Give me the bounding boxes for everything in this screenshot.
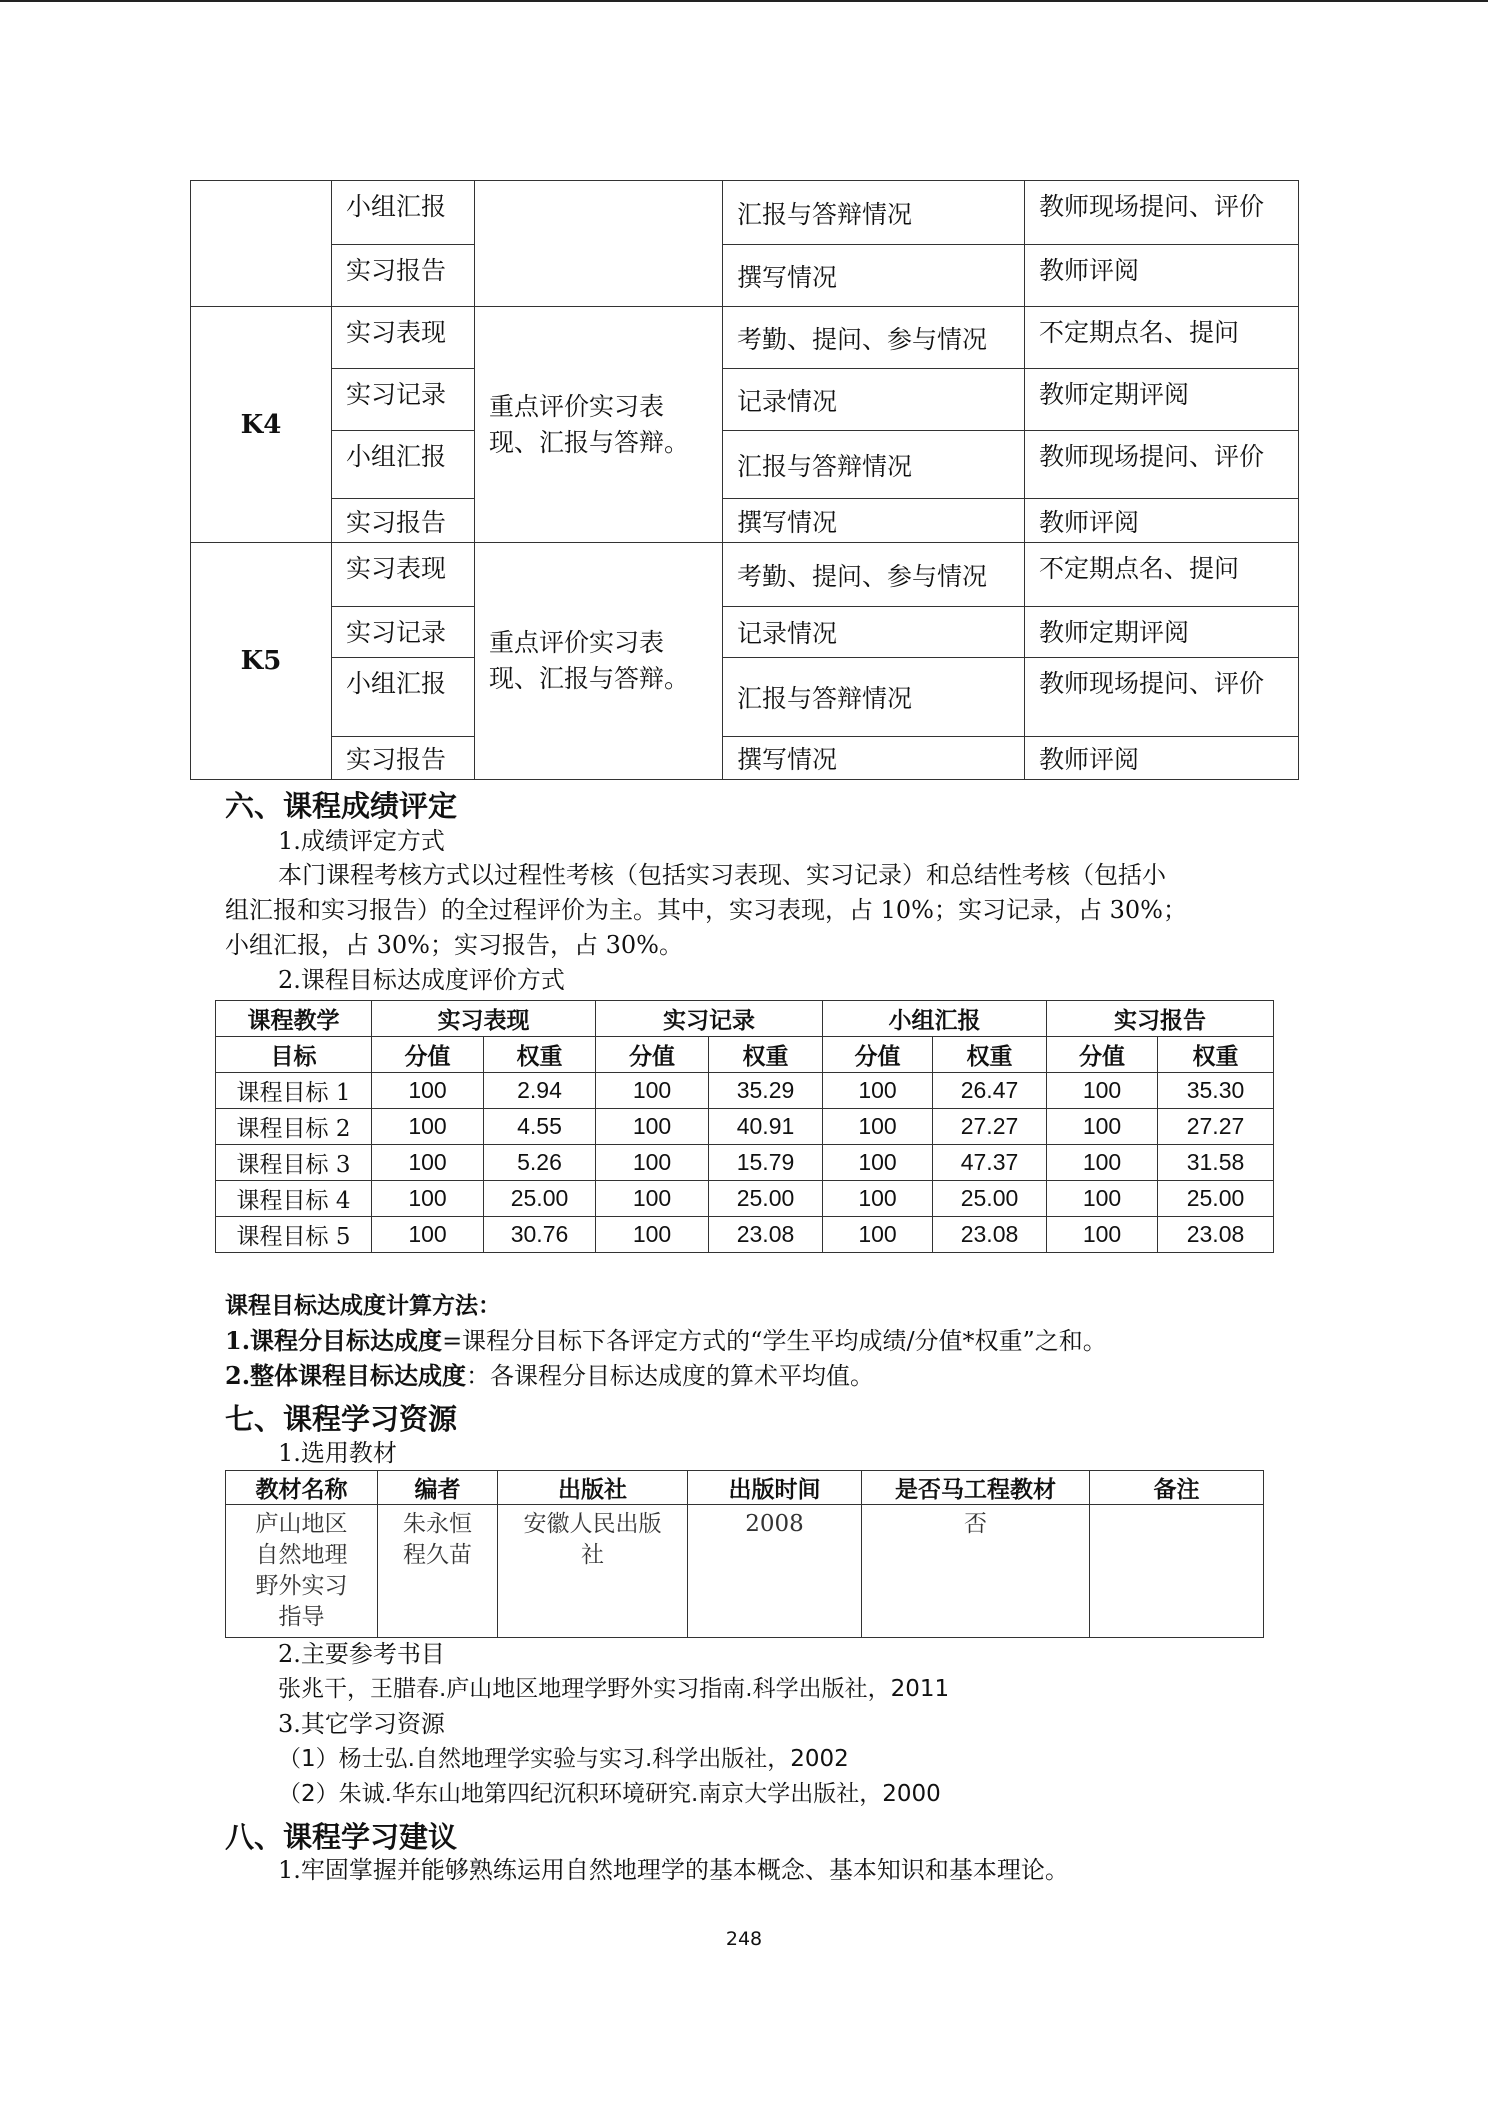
value-cell: 35.30 [1158, 1073, 1274, 1109]
weight-header: 权重 [484, 1037, 596, 1073]
value-cell: 27.27 [933, 1109, 1047, 1145]
goal-cell: 课程目标 5 [216, 1217, 372, 1253]
col-header-name: 教材名称 [226, 1471, 378, 1505]
value-cell: 100 [372, 1073, 484, 1109]
table-row [191, 181, 1299, 245]
reference-book: 张兆干，王腊春.庐山地区地理学野外实习指南.科学出版社，2011 [278, 1676, 950, 1702]
name-line: 自然地理 [255, 1542, 348, 1568]
value-cell: 30.76 [484, 1217, 596, 1253]
textbook-note-cell [1090, 1505, 1264, 1638]
content-cell: 撰写情况 [723, 737, 1025, 780]
value-cell: 40.91 [709, 1109, 823, 1145]
content-cell: 记录情况 [723, 369, 1025, 431]
group-header: 实习报告 [1047, 1001, 1274, 1037]
author-line: 程久苗 [403, 1542, 472, 1568]
group-header: 实习记录 [596, 1001, 823, 1037]
value-cell: 26.47 [933, 1073, 1047, 1109]
item-cell: 实习记录 [332, 607, 475, 658]
textbook-publisher-cell [498, 1505, 688, 1638]
focus-cell: 重点评价实习表现、汇报与答辩。 [475, 307, 723, 543]
calc-line2-rest: ：各课程分目标达成度的算术平均值。 [466, 1362, 875, 1390]
table-row [216, 1181, 1274, 1217]
weights-table [215, 1000, 1274, 1253]
value-cell: 25.00 [933, 1181, 1047, 1217]
value-cell: 100 [596, 1073, 709, 1109]
goal-cell-k5: K5 [191, 543, 332, 780]
value-cell: 100 [823, 1181, 933, 1217]
value-cell: 100 [1047, 1109, 1158, 1145]
value-cell: 100 [823, 1217, 933, 1253]
method-cell: 不定期点名、提问 [1025, 307, 1299, 369]
score-header: 分值 [596, 1037, 709, 1073]
section-7-heading: 七、课程学习资源 [225, 1402, 458, 1436]
table-row [191, 658, 1299, 737]
name-line: 野外实习 [255, 1573, 348, 1599]
method-cell: 不定期点名、提问 [1025, 543, 1299, 607]
score-header: 分值 [1047, 1037, 1158, 1073]
value-cell: 100 [823, 1073, 933, 1109]
col-header-mgc: 是否马工程教材 [862, 1471, 1090, 1505]
other-resource-1: （1）杨士弘.自然地理学实验与实习.科学出版社，2002 [278, 1746, 849, 1772]
table-row [226, 1505, 1264, 1638]
header-row [216, 1001, 1274, 1037]
value-cell: 25.00 [1158, 1181, 1274, 1217]
goal-cell-empty [191, 181, 332, 307]
section-6-para-line1: 本门课程考核方式以过程性考核（包括实习表现、实习记录）和总结性考核（包括小 [278, 861, 1166, 889]
value-cell: 35.29 [709, 1073, 823, 1109]
value-cell: 25.00 [484, 1181, 596, 1217]
goal-cell: 课程目标 4 [216, 1181, 372, 1217]
value-cell: 100 [596, 1181, 709, 1217]
author-line: 朱永恒 [403, 1511, 472, 1537]
section-8-heading: 八、课程学习建议 [225, 1820, 458, 1854]
value-cell: 4.55 [484, 1109, 596, 1145]
name-line: 指导 [278, 1604, 325, 1630]
table-row [191, 737, 1299, 780]
textbook-mgc-cell: 否 [862, 1505, 1090, 1638]
value-cell: 2.94 [484, 1073, 596, 1109]
textbook-table [225, 1470, 1264, 1638]
section-8-line1: 1.牢固掌握并能够熟练运用自然地理学的基本概念、基本知识和基本理论。 [278, 1856, 1069, 1884]
item-cell: 实习报告 [332, 245, 475, 307]
table-row [191, 245, 1299, 307]
calc-line1-bold: 1.课程分目标达成度 [225, 1326, 443, 1355]
score-header: 分值 [372, 1037, 484, 1073]
method-cell: 教师评阅 [1025, 245, 1299, 307]
content-cell: 汇报与答辩情况 [723, 181, 1025, 245]
group-header: 实习表现 [372, 1001, 596, 1037]
method-cell: 教师现场提问、评价 [1025, 181, 1299, 245]
value-cell: 5.26 [484, 1145, 596, 1181]
value-cell: 100 [1047, 1217, 1158, 1253]
calc-line2-bold: 2.整体课程目标达成度 [225, 1361, 467, 1390]
value-cell: 100 [596, 1109, 709, 1145]
table-row [191, 431, 1299, 499]
textbook-name-cell [226, 1505, 378, 1638]
goal-cell: 课程目标 2 [216, 1109, 372, 1145]
corner-header-line2: 目标 [216, 1037, 372, 1073]
section-6-sub1: 1.成绩评定方式 [278, 827, 445, 855]
weight-header: 权重 [709, 1037, 823, 1073]
table-row [191, 369, 1299, 431]
value-cell: 100 [372, 1109, 484, 1145]
value-cell: 100 [372, 1217, 484, 1253]
value-cell: 100 [596, 1145, 709, 1181]
value-cell: 31.58 [1158, 1145, 1274, 1181]
value-cell: 23.08 [709, 1217, 823, 1253]
method-cell: 教师定期评阅 [1025, 607, 1299, 658]
weight-header: 权重 [1158, 1037, 1274, 1073]
value-cell: 100 [823, 1145, 933, 1181]
goal-cell: 课程目标 3 [216, 1145, 372, 1181]
value-cell: 100 [1047, 1181, 1158, 1217]
weight-header: 权重 [933, 1037, 1047, 1073]
table-row [216, 1217, 1274, 1253]
value-cell: 100 [823, 1109, 933, 1145]
group-header: 小组汇报 [823, 1001, 1047, 1037]
top-border-line [0, 0, 1488, 2]
publisher-line: 安徽人民出版 [523, 1511, 662, 1537]
content-cell: 考勤、提问、参与情况 [723, 307, 1025, 369]
section-6-heading: 六、课程成绩评定 [225, 789, 458, 823]
col-header-publisher: 出版社 [498, 1471, 688, 1505]
section-7-sub2: 2.主要参考书目 [278, 1640, 445, 1668]
method-cell: 教师评阅 [1025, 499, 1299, 543]
assessment-table [190, 180, 1299, 780]
name-line: 庐山地区 [255, 1511, 348, 1537]
focus-cell: 重点评价实习表现、汇报与答辩。 [475, 543, 723, 780]
value-cell: 23.08 [933, 1217, 1047, 1253]
value-cell: 15.79 [709, 1145, 823, 1181]
publisher-line: 社 [581, 1542, 604, 1568]
section-6-para-line3: 小组汇报，占 30%；实习报告，占 30%。 [225, 931, 683, 959]
item-cell: 实习表现 [332, 307, 475, 369]
focus-cell-empty [475, 181, 723, 307]
content-cell: 撰写情况 [723, 245, 1025, 307]
item-cell: 小组汇报 [332, 181, 475, 245]
page-number: 248 [725, 1928, 763, 1950]
item-cell: 实习报告 [332, 737, 475, 780]
method-cell: 教师定期评阅 [1025, 369, 1299, 431]
table-row [191, 543, 1299, 607]
table-row [191, 607, 1299, 658]
calc-line1-rest: =课程分目标下各评定方式的“学生平均成绩/分值*权重”之和。 [442, 1327, 1107, 1355]
header-row [216, 1037, 1274, 1073]
col-header-note: 备注 [1090, 1471, 1264, 1505]
value-cell: 100 [596, 1217, 709, 1253]
method-cell: 教师现场提问、评价 [1025, 658, 1299, 737]
col-header-year: 出版时间 [688, 1471, 862, 1505]
goal-cell-k4: K4 [191, 307, 332, 543]
content-cell: 考勤、提问、参与情况 [723, 543, 1025, 607]
value-cell: 27.27 [1158, 1109, 1274, 1145]
table-row [191, 307, 1299, 369]
content-cell: 汇报与答辩情况 [723, 658, 1025, 737]
score-header: 分值 [823, 1037, 933, 1073]
section-7-sub1: 1.选用教材 [278, 1439, 397, 1467]
table-row [216, 1145, 1274, 1181]
content-cell: 记录情况 [723, 607, 1025, 658]
corner-header-line1: 课程教学 [216, 1001, 372, 1037]
section-7-sub3: 3.其它学习资源 [278, 1710, 445, 1738]
calc-line2 [225, 1359, 874, 1393]
textbook-author-cell [378, 1505, 498, 1638]
section-6-para-line2: 组汇报和实习报告）的全过程评价为主。其中，实习表现，占 10%；实习记录，占 30%； [225, 896, 1187, 924]
method-cell: 教师评阅 [1025, 737, 1299, 780]
value-cell: 100 [372, 1181, 484, 1217]
goal-cell: 课程目标 1 [216, 1073, 372, 1109]
method-cell: 教师现场提问、评价 [1025, 431, 1299, 499]
item-cell: 实习报告 [332, 499, 475, 543]
content-cell: 汇报与答辩情况 [723, 431, 1025, 499]
header-row [226, 1471, 1264, 1505]
section-6-sub2: 2.课程目标达成度评价方式 [278, 966, 565, 994]
table-row [216, 1109, 1274, 1145]
item-cell: 实习表现 [332, 543, 475, 607]
value-cell: 100 [372, 1145, 484, 1181]
calc-title: 课程目标达成度计算方法： [225, 1293, 501, 1319]
calc-line1 [225, 1324, 1107, 1358]
value-cell: 47.37 [933, 1145, 1047, 1181]
textbook-year-cell: 2008 [688, 1505, 862, 1638]
value-cell: 100 [1047, 1145, 1158, 1181]
table-row [191, 499, 1299, 543]
item-cell: 实习记录 [332, 369, 475, 431]
value-cell: 23.08 [1158, 1217, 1274, 1253]
other-resource-2: （2）朱诚.华东山地第四纪沉积环境研究.南京大学出版社，2000 [278, 1781, 941, 1807]
item-cell: 小组汇报 [332, 431, 475, 499]
item-cell: 小组汇报 [332, 658, 475, 737]
value-cell: 100 [1047, 1073, 1158, 1109]
col-header-author: 编者 [378, 1471, 498, 1505]
content-cell: 撰写情况 [723, 499, 1025, 543]
table-row [216, 1073, 1274, 1109]
value-cell: 25.00 [709, 1181, 823, 1217]
